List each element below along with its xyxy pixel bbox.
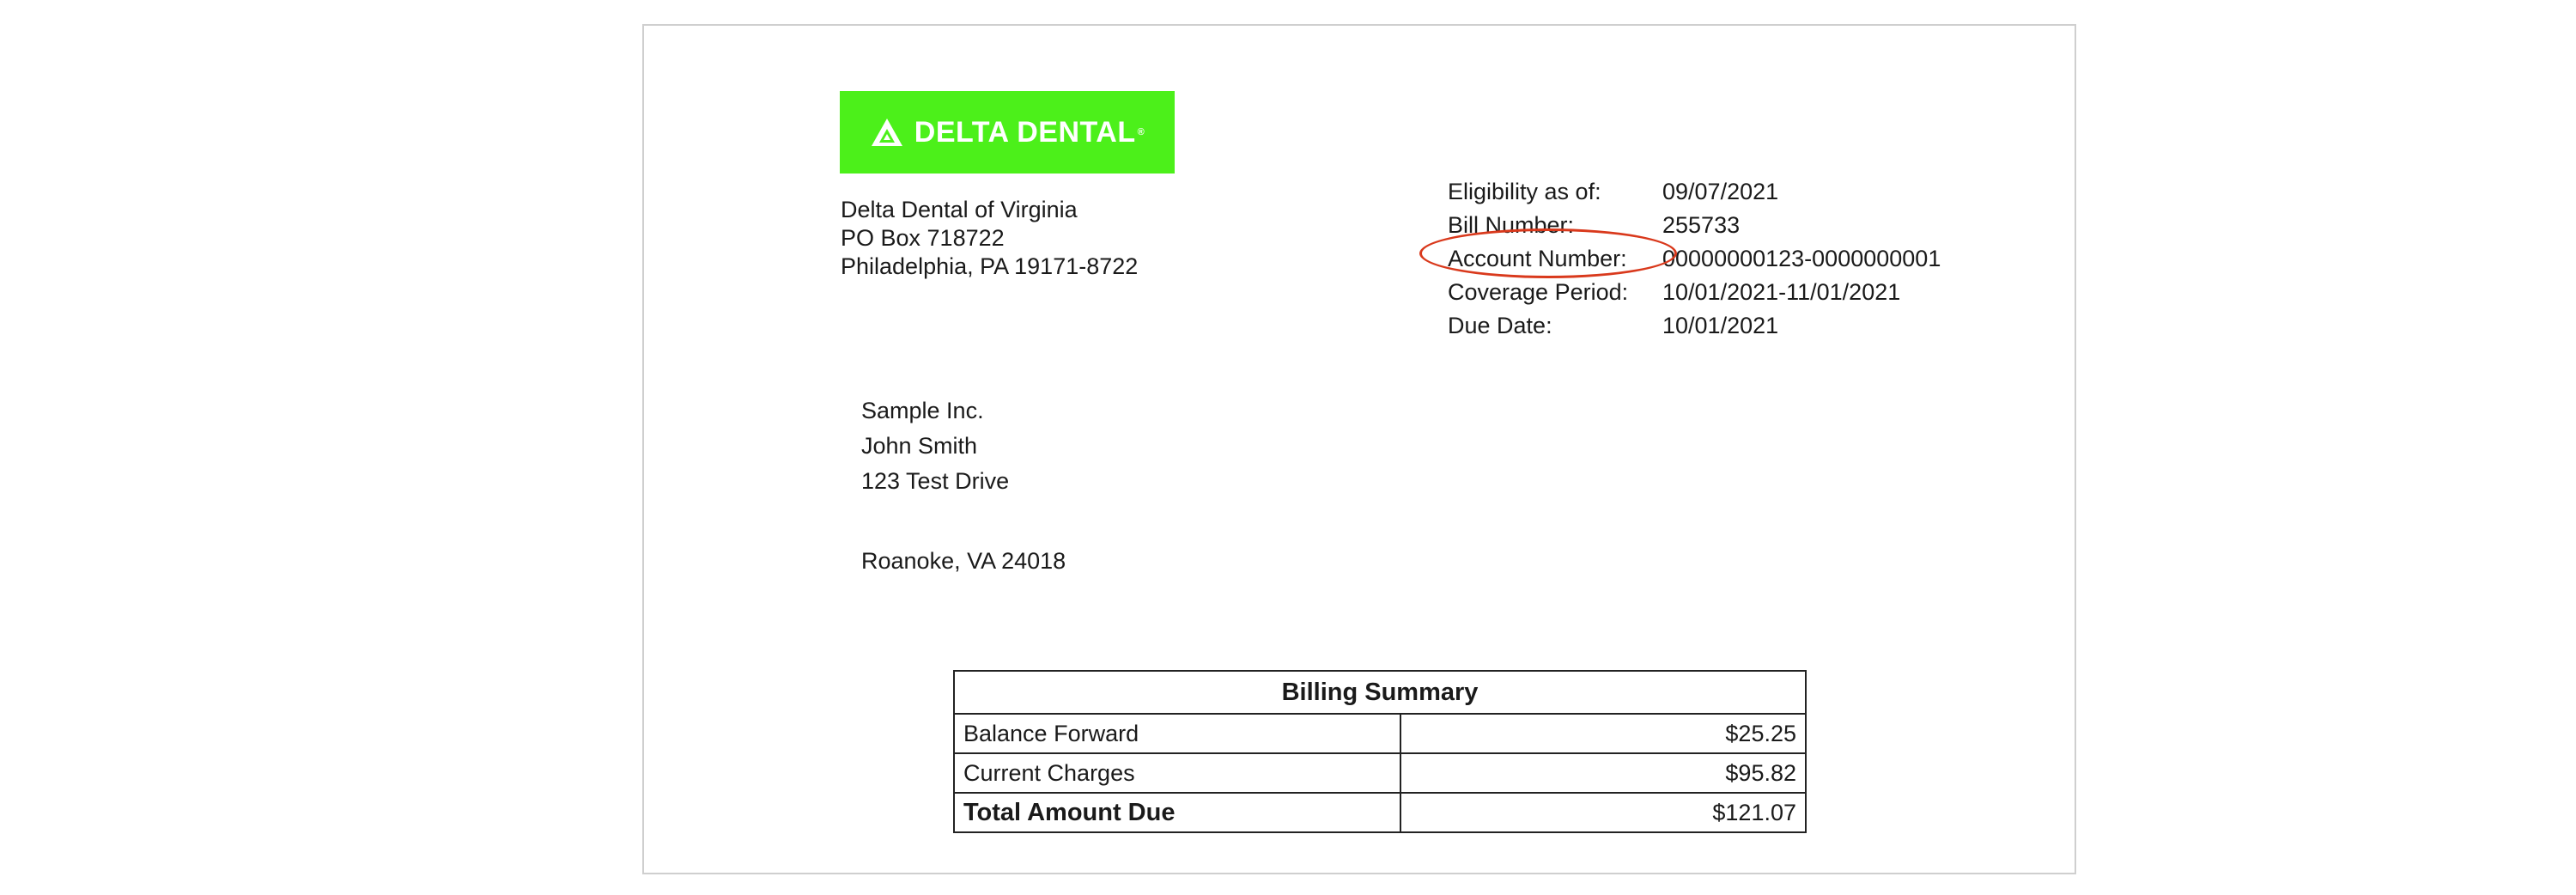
delta-dental-logo [840, 91, 1175, 174]
sender-po-box: PO Box 718722 [841, 225, 1005, 251]
sender-city-state-zip: Philadelphia, PA 19171-8722 [841, 253, 1139, 279]
billing-summary-title: Billing Summary [954, 671, 1806, 714]
total-row [954, 793, 1806, 832]
info-row-due-date [1448, 309, 1941, 343]
info-label: Due Date: [1448, 313, 1552, 338]
info-value: 255733 [1662, 212, 1741, 238]
billing-summary-header-row [954, 671, 1806, 714]
logo-text: DELTA DENTAL [914, 115, 1136, 149]
info-value: 10/01/2021-11/01/2021 [1662, 279, 1901, 305]
delta-triangle-icon [870, 117, 904, 148]
total-label: Total Amount Due [954, 793, 1400, 832]
recipient-company: Sample Inc. [861, 398, 984, 423]
table-row [954, 714, 1806, 753]
logo-registered-mark: ® [1137, 127, 1145, 137]
row-amount: $95.82 [1400, 753, 1806, 793]
recipient-address [861, 393, 1066, 579]
info-label: Account Number: [1448, 246, 1627, 271]
billing-summary-table [953, 670, 1807, 833]
account-info [1448, 175, 1941, 343]
info-label: Bill Number: [1448, 212, 1575, 238]
info-label: Coverage Period: [1448, 279, 1629, 305]
info-row-eligibility [1448, 175, 1941, 209]
info-row-account-number [1448, 242, 1941, 276]
info-row-bill-number [1448, 209, 1941, 242]
recipient-name: John Smith [861, 433, 978, 459]
info-value: 10/01/2021 [1662, 313, 1779, 338]
total-amount: $121.07 [1400, 793, 1806, 832]
table-row [954, 753, 1806, 793]
info-value: 09/07/2021 [1662, 179, 1779, 204]
sender-address [841, 196, 1138, 281]
info-value: 00000000123-0000000001 [1662, 246, 1941, 271]
info-row-coverage-period [1448, 276, 1941, 309]
row-label: Current Charges [954, 753, 1400, 793]
info-label: Eligibility as of: [1448, 179, 1601, 204]
row-label: Balance Forward [954, 714, 1400, 753]
recipient-city-state-zip: Roanoke, VA 24018 [861, 548, 1066, 574]
recipient-street: 123 Test Drive [861, 468, 1010, 494]
sender-name: Delta Dental of Virginia [841, 197, 1078, 222]
row-amount: $25.25 [1400, 714, 1806, 753]
address-spacer [861, 499, 1066, 544]
